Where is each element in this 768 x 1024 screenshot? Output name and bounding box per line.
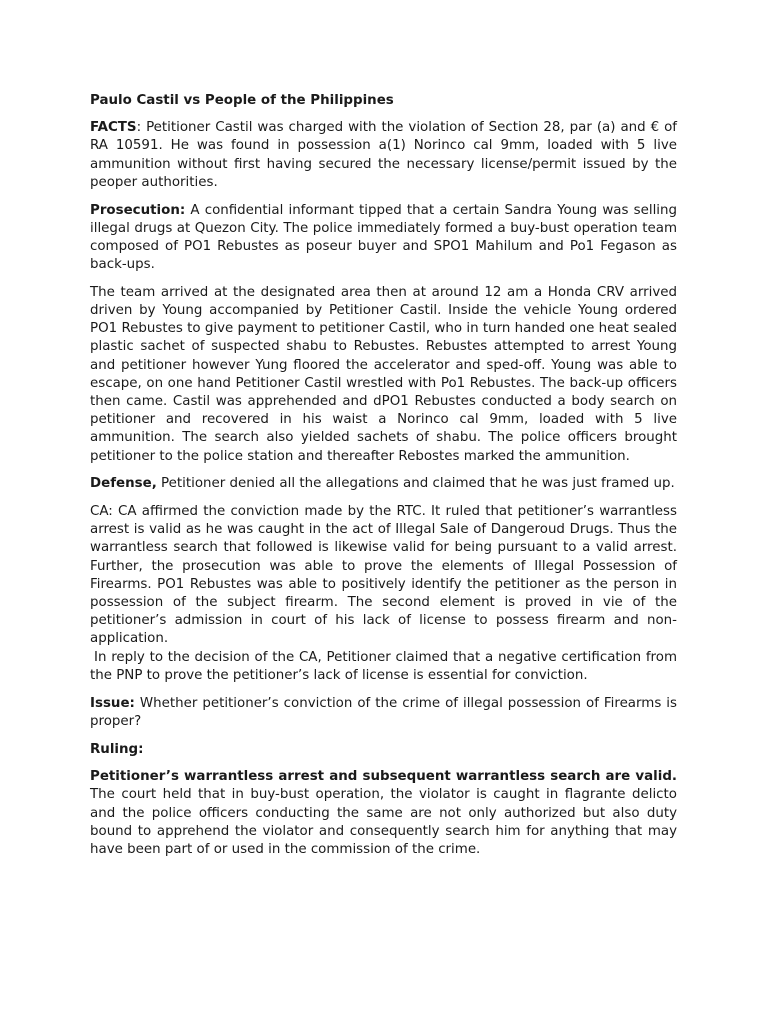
- ruling-text: The court held that in buy-bust operation, the violator is caught in flagrante delicto and the police officers conducting the same are not only authorized but also duty bound to apprehend the violator and consequently search him for anything that may have been part of or used in the commission of the crime.: [90, 787, 677, 858]
- ruling-label: Ruling:: [90, 741, 144, 757]
- defense-text: Petitioner denied all the allegations and claimed that he was just framed up.: [156, 476, 675, 492]
- team-paragraph: The team arrived at the designated area then at around 12 am a Honda CRV arrived driven by Young accompanied by Petitioner Castil. Inside the vehicle Young ordered PO1 Rebustes to give payment to petitioner Castil, who in turn handed one heat sealed plastic sachet of suspected shabu to Rebustes. Rebustes attempted to arrest Young and petitioner however Yung floored the accelerator and sped-off. Young was able to escape, on one hand Petitioner Castil wrestled with Po1 Rebustes. The back-up officers then came. Castil was apprehended and dPO1 Rebustes conducted a body search on petitioner and recovered in his waist a Norinco cal 9mm, loaded with 5 live ammunition. The search also yielded sachets of shabu. The police officers brought petitioner to the police station and thereafter Rebostes marked the ammunition.: [90, 284, 677, 464]
- issue-text: Whether petitioner’s conviction of the crime of illegal possession of Firearms is proper?: [90, 695, 677, 729]
- prosecution-paragraph: [90, 202, 677, 275]
- document-body: [90, 92, 677, 869]
- ruling-bold-statement: Petitioner’s warrantless arrest and subsequent warrantless search are valid.: [90, 769, 677, 785]
- ca-paragraph: [90, 503, 677, 685]
- facts-paragraph: [90, 119, 677, 192]
- ca-reply-text: In reply to the decision of the CA, Petitioner claimed that a negative certification from the PNP to prove the petitioner’s lack of license is essential for conviction.: [90, 649, 677, 683]
- defense-paragraph: [90, 475, 677, 493]
- ca-text: CA: CA affirmed the conviction made by the RTC. It ruled that petitioner’s warrantless arrest is valid as he was caught in the act of Illegal Sale of Dangeroud Drugs. Thus the warrantless search that followed is likewise valid for being pursuant to a valid arrest. Further, the prosecution was able to prove the elements of Illegal Possession of Firearms. PO1 Rebustes was able to positively identify the petitioner as the person in possession of the subject firearm. The second element is proved in vie of the petitioner’s admission in court of his lack of license to possess firearm and non-application.: [90, 504, 677, 647]
- issue-paragraph: [90, 695, 677, 731]
- case-title: Paulo Castil vs People of the Philippines: [90, 93, 394, 108]
- defense-label: Defense,: [90, 476, 157, 492]
- prosecution-text: A confidential informant tipped that a certain Sandra Young was selling illegal drugs at Quezon City. The police immediately formed a buy-bust operation team composed of PO1 Rebustes as poseur buyer and SPO1 Mahilum and Po1 Fegason as back-ups.: [90, 202, 677, 273]
- ruling-heading: [90, 741, 677, 759]
- facts-label: FACTS: [90, 120, 137, 136]
- facts-text: : Petitioner Castil was charged with the violation of Section 28, par (a) and € of RA 10591. He was found in possession a(1) Norinco cal 9mm, loaded with 5 live ammunition without first having secured the necessary license/permit issued by the peoper authorities.: [90, 120, 677, 190]
- ruling-paragraph: [90, 768, 677, 859]
- issue-label: Issue:: [90, 695, 135, 711]
- prosecution-label: Prosecution:: [90, 202, 186, 218]
